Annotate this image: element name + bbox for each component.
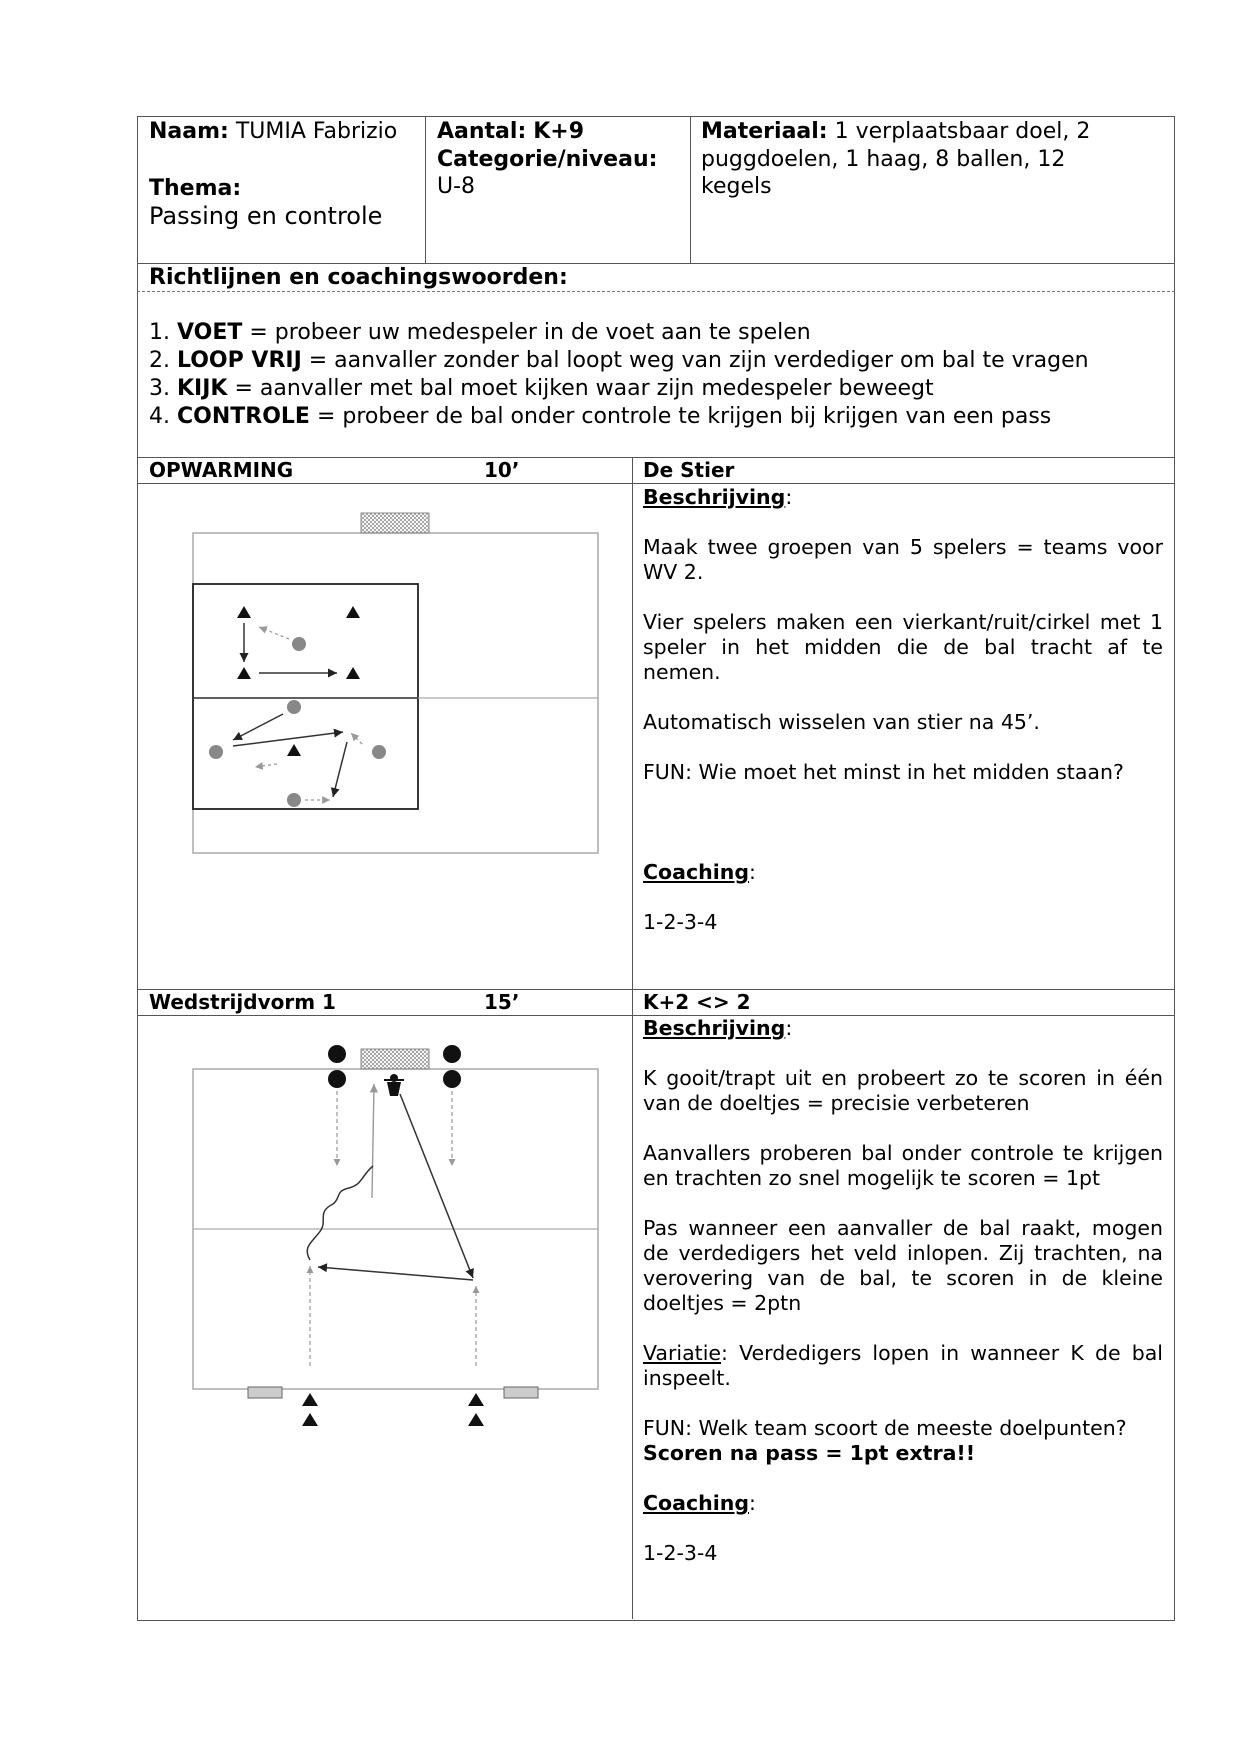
materiaal-row <box>701 118 1090 145</box>
guideline-item: 1. VOET = probeer uw medespeler in de voet aan te spelen <box>149 320 811 345</box>
section2-p2: Aanvallers proberen bal onder controle te krijgen en trachten zo snel mogelijk te scoren = 1pt <box>643 1141 1163 1190</box>
section1-p4: FUN: Wie moet het minst in het midden staan? <box>643 760 1124 784</box>
goal-icon <box>361 513 429 533</box>
player-triangle-icon <box>468 1393 484 1406</box>
defender-icon <box>443 1045 461 1063</box>
defender-icon <box>328 1070 346 1088</box>
section1-name: OPWARMING <box>149 458 294 482</box>
player-triangle-icon <box>237 606 251 618</box>
aantal-value: K+9 <box>533 119 585 144</box>
player-triangle-icon <box>346 606 360 618</box>
section1-p1: Maak twee groepen van 5 spelers = teams voor WV 2. <box>643 535 1163 584</box>
section1-coaching: 1-2-3-4 <box>643 910 718 934</box>
section2-name: Wedstrijdvorm 1 <box>149 990 336 1014</box>
guidelines-title: Richtlijnen en coachingswoorden: <box>149 265 568 290</box>
section2-fun: FUN: Welk team scoort de meeste doelpunten? <box>643 1416 1127 1440</box>
warmup-diagram <box>137 484 631 984</box>
naam-value: TUMIA Fabrizio <box>235 119 398 144</box>
field <box>193 533 598 853</box>
section2-bonus: Scoren na pass = 1pt extra!! <box>643 1441 976 1465</box>
divider <box>690 116 691 263</box>
player-triangle-icon <box>237 667 251 679</box>
materiaal-label: Materiaal: <box>701 119 828 144</box>
materiaal-line1: 1 verplaatsbaar doel, 2 <box>834 119 1091 144</box>
aantal-row <box>437 118 584 145</box>
guideline-item: 3. KIJK = aanvaller met bal moet kijken waar zijn medespeler beweegt <box>149 376 934 401</box>
zone <box>193 584 418 809</box>
match-diagram <box>137 1016 631 1436</box>
section2-text: Beschrijving: K gooit/trapt uit en probeert zo te scoren in één van de doeltjes = precisie verbeteren Aanvallers proberen bal onder controle te krijgen en trachten zo snel mogelijk te scoren = 1pt Pas wanneer een aanvaller de bal raakt, mogen de verdedigers het veld inlopen. Zij trachten, na verovering van de bal, te scoren in de kleine doeltjes = 2ptn Variatie: Verdedigers lopen in wanneer K de bal inspeelt. FUN: Welk team scoort de meeste doelpunten? Scoren na pass = 1pt extra!! Coaching: 1-2-3-4 <box>643 1016 1163 1565</box>
player-triangle-icon <box>302 1413 318 1426</box>
section2-duration: 15’ <box>484 990 520 1014</box>
variatie-label: Variatie <box>643 1341 722 1365</box>
guidelines-list <box>149 319 1089 431</box>
guideline-item: 4. CONTROLE = probeer de bal onder controle te krijgen bij krijgen van een pass <box>149 404 1052 429</box>
section2-title: K+2 <> 2 <box>643 990 751 1014</box>
ball-circle-icon <box>287 793 301 807</box>
player-triangle-icon <box>302 1393 318 1406</box>
section2-p3: Pas wanneer een aanvaller de bal raakt, mogen de verdedigers het veld inlopen. Zij trachten, na verovering van de bal, te scoren in de kleine doeltjes = 2ptn <box>643 1216 1163 1315</box>
beschrijving-label: Beschrijving <box>643 485 786 509</box>
section1-title: De Stier <box>643 458 735 482</box>
player-triangle-icon <box>346 667 360 679</box>
ball-circle-icon <box>287 700 301 714</box>
materiaal-line3: kegels <box>701 174 772 199</box>
ball-circle-icon <box>292 637 306 651</box>
coaching-label: Coaching <box>643 1491 750 1515</box>
beschrijving-label: Beschrijving <box>643 1016 786 1040</box>
divider <box>632 457 633 1619</box>
small-goal-icon <box>248 1387 282 1398</box>
categorie-label: Categorie/niveau: <box>437 147 658 172</box>
section1-text: Beschrijving: Maak twee groepen van 5 spelers = teams voor WV 2. Vier spelers maken een vierkant/ruit/cirkel met 1 speler in het midden die de bal tracht af te nemen. Automatisch wisselen van stier na 45’. FUN: Wie moet het minst in het midden staan? Coaching: 1-2-3-4 <box>643 485 1163 934</box>
section1-p3: Automatisch wisselen van stier na 45’. <box>643 710 1040 734</box>
player-triangle-icon <box>287 744 301 756</box>
coaching-label: Coaching <box>643 860 750 884</box>
guideline-item: 2. LOOP VRIJ = aanvaller zonder bal loopt weg van zijn verdediger om bal te vragen <box>149 348 1089 373</box>
thema-value: Passing en controle <box>149 202 383 230</box>
section2-p1: K gooit/trapt uit en probeert zo te scoren in één van de doeltjes = precisie verbeteren <box>643 1066 1163 1115</box>
section1-duration: 10’ <box>484 458 520 482</box>
aantal-label: Aantal: <box>437 119 527 144</box>
player-triangle-icon <box>468 1413 484 1426</box>
goalkeeper-icon <box>384 1074 404 1096</box>
divider <box>137 291 1175 292</box>
section1-p2: Vier spelers maken een vierkant/ruit/cirkel met 1 speler in het midden die de bal tracht af te nemen. <box>643 610 1163 684</box>
naam-label: Naam: <box>149 119 229 144</box>
defender-icon <box>328 1045 346 1063</box>
categorie-value: U-8 <box>437 174 476 199</box>
section2-coaching: 1-2-3-4 <box>643 1541 718 1565</box>
divider <box>425 116 426 263</box>
variatie-text: : Verdedigers lopen in wanneer K de bal inspeelt. <box>643 1341 1163 1390</box>
defender-icon <box>443 1070 461 1088</box>
ball-circle-icon <box>372 745 386 759</box>
goal-icon <box>361 1049 429 1069</box>
ball-circle-icon <box>209 745 223 759</box>
small-goal-icon <box>504 1387 538 1398</box>
materiaal-line2: puggdoelen, 1 haag, 8 ballen, 12 <box>701 147 1066 172</box>
naam-row <box>149 118 397 145</box>
thema-label: Thema: <box>149 176 242 201</box>
